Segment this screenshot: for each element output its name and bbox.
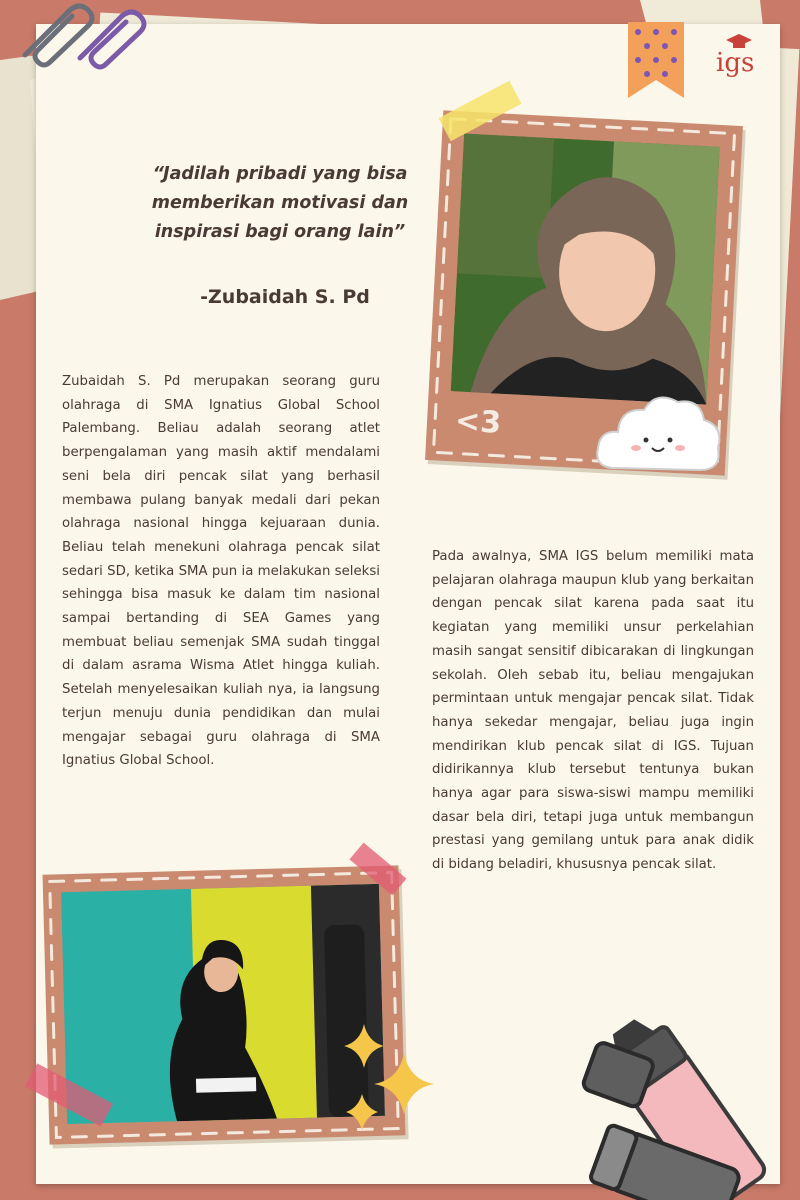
bookmark-ribbon-icon	[628, 22, 684, 98]
article-paragraph-2: Pada awalnya, SMA IGS belum memiliki mata pelajaran olahraga maupun klub yang berkaitan dengan pencak silat karena pada saat itu kegiatan yang memiliki unsur perkelahian masih sangat sensitif dibicarakan di lingkungan sekolah. Oleh sebab itu, beliau mengajukan permintaan untuk mengajar pencak silat. Tidak hanya sekedar mengajar, beliau juga ingin mendirikan klub pencak silat di IGS. Tujuan didirikannya klub tersebut tentunya bukan hanya agar para siswa-siswi mampu memiliki dasar bela diri, tetapi juga untuk membangun prestasi yang gemilang untuk para anak didik di bidang beladiri, khususnya pencak silat.	[432, 549, 754, 873]
highlighter-icon	[580, 1010, 800, 1200]
paperclip-icon	[10, 0, 150, 70]
logo-text: igs	[716, 48, 755, 78]
frame-heart-label: <3	[454, 403, 502, 441]
article-paragraph-1: Zubaidah S. Pd merupakan seorang guru olahraga di SMA Ignatius Global School Palembang. Beliau adalah seorang atlet berpengalaman yang masih aktif mendalami seni bela diri pencak silat yang berhasil membawa pulang banyak medali dari pekan olahraga nasional hingga kejuaraan dunia. Beliau telah menekuni olahraga pencak silat sedari SD, ketika SMA pun ia melakukan seleksi sehingga bisa masuk ke dalam tim nasional sampai bertanding di SEA Games yang membuat beliau semenjak SMA sudah tinggal di dalam asrama Wisma Atlet hingga kuliah. Setelah menyelesaikan kuliah nya, ia langsung terjun menuju dunia pendidikan dan mulai mengajar sebagai guru olahraga di SMA Ignatius Global School.	[62, 374, 380, 769]
sparkle-icon	[344, 1024, 440, 1134]
quote-author: -Zubaidah S. Pd	[200, 286, 370, 308]
cloud-face-icon	[594, 390, 724, 480]
igs-logo	[712, 34, 772, 90]
quote-text: “Jadilah pribadi yang bisa memberikan motivasi dan inspirasi bagi orang lain”	[151, 164, 409, 242]
